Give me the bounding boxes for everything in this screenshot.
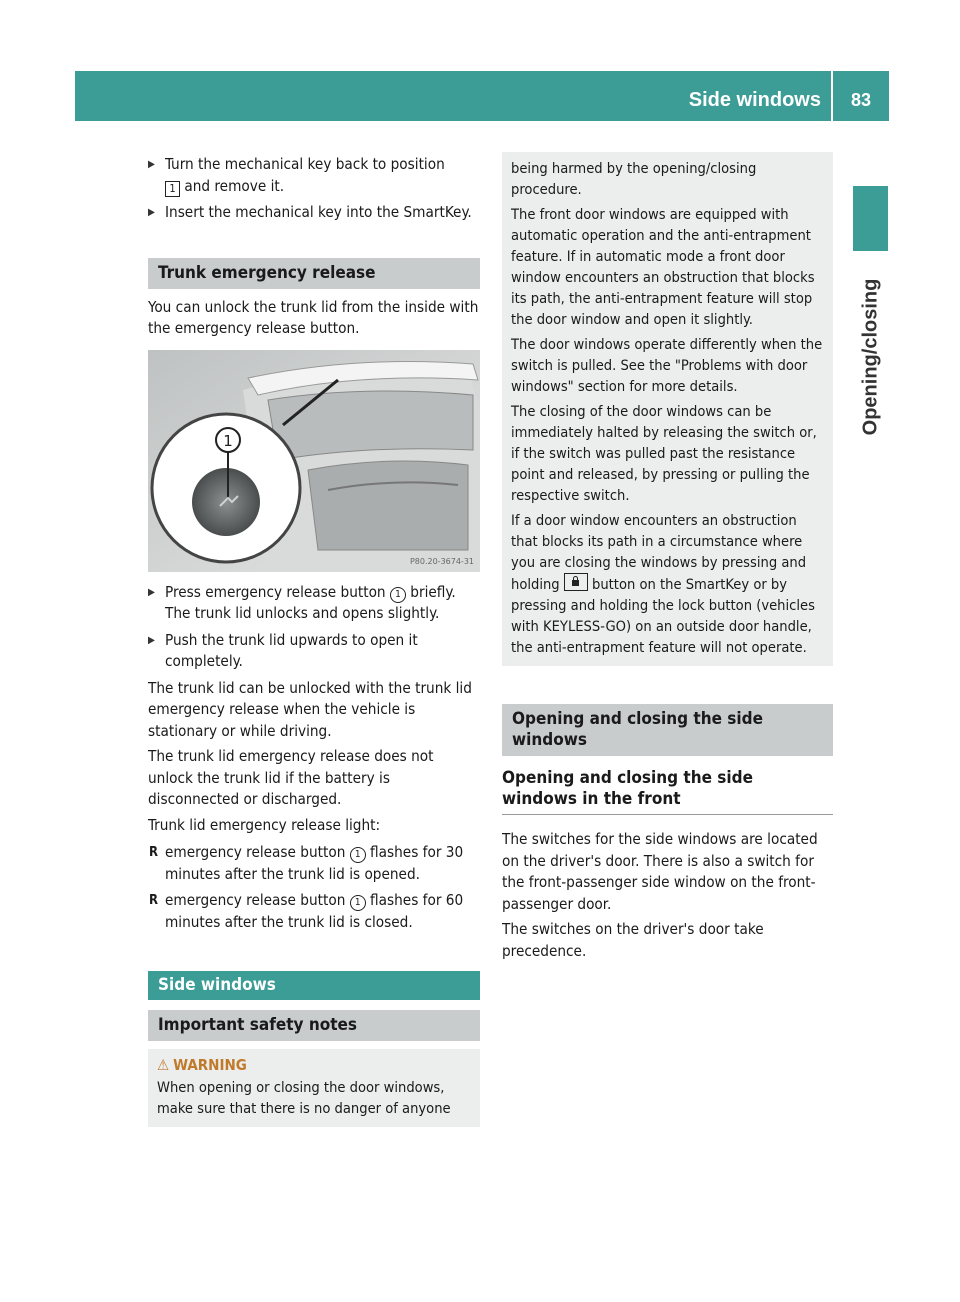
step-text: and remove it. — [184, 176, 285, 195]
warning-paragraph: The door windows operate differently when the switch is pulled. See the "Problems with door windows" section for more details. — [511, 336, 823, 395]
bullet-text: emergency release button — [165, 891, 346, 909]
trunk-illustration — [148, 350, 480, 572]
warning-box-continued — [502, 152, 833, 666]
bullet-text: emergency release button — [165, 843, 346, 861]
bullet-text: flashes for 30 minutes after the trunk lid is opened. — [165, 843, 464, 883]
warning-icon: ⚠ — [157, 1056, 170, 1074]
chapter-label-text: Opening/closing — [859, 278, 882, 436]
warning-title — [157, 1055, 471, 1076]
safety-heading: Important safety notes — [148, 1010, 480, 1041]
bullet-text: flashes for 60 minutes after the trunk lid is closed. — [165, 891, 464, 931]
page-header — [75, 71, 889, 121]
step-text: Turn the mechanical key back to position — [165, 155, 445, 173]
button-marker: 1 — [350, 847, 366, 863]
step-text: briefly. — [410, 582, 456, 601]
paragraph: The switches on the driver's door take precedence. — [502, 920, 764, 960]
lock-icon — [564, 573, 588, 591]
step-turn-key — [148, 154, 480, 197]
bullet-marker: R — [149, 893, 159, 908]
step-push-lid: ▶ Push the trunk lid upwards to open it completely. — [148, 630, 480, 673]
warning-paragraph: The front door windows are equipped with automatic operation and the anti-entrapment feature. If in automatic mode a front door window encounters an obstruction that blocks its path, the anti-entrapment feature will stop the door window and open it slightly. — [511, 206, 815, 328]
trunk-heading: Trunk emergency release — [148, 258, 480, 289]
warning-text: If a door window encounters an obstruction that blocks its path in a circumstance where you are closing the windows by pressing and holding — [511, 512, 807, 593]
bullet-item — [148, 842, 480, 885]
trunk-intro: You can unlock the trunk lid from the inside with the emergency release button. — [148, 297, 479, 337]
paragraph: The trunk lid can be unlocked with the trunk lid emergency release when the vehicle is stationary or while driving. — [148, 678, 472, 740]
button-marker: 1 — [390, 587, 406, 603]
header-separator — [831, 71, 833, 121]
chapter-label — [853, 262, 889, 452]
paragraph: Trunk lid emergency release light: — [148, 815, 381, 834]
opening-closing-heading: Opening and closing the side windows — [502, 704, 833, 756]
warning-paragraph: being harmed by the opening/closing procedure. — [511, 160, 757, 198]
front-windows-subheading: Opening and closing the side windows in the front — [502, 768, 833, 815]
paragraph: The switches for the side windows are located on the driver's door. There is also a switch for the front-passenger side window on the front-passenger door. — [502, 830, 818, 913]
figure-code: P80.20-3674-31 — [409, 556, 474, 566]
step-text: Press emergency release button — [165, 582, 386, 601]
paragraph: The trunk lid emergency release does not unlock the trunk lid if the battery is disconnected or discharged. — [148, 747, 434, 808]
trunk-release-figure — [148, 350, 480, 572]
step-result: The trunk lid unlocks and opens slightly. — [165, 604, 440, 622]
bullet-item — [148, 890, 480, 933]
warning-box — [148, 1049, 480, 1127]
bullet-marker: R — [149, 845, 159, 860]
warning-text: When opening or closing the door windows, make sure that there is no danger of anyone — [157, 1079, 451, 1117]
side-windows-heading: Side windows — [148, 971, 480, 1000]
warning-title-text: WARNING — [173, 1056, 247, 1074]
page-number: 83 — [850, 90, 871, 110]
warning-paragraph: The closing of the door windows can be immediately halted by releasing the switch or, if the switch was pulled past the resistance point and released, by pressing or pulling the respective switch. — [511, 403, 817, 504]
left-column — [148, 154, 480, 1127]
step-press-button — [148, 582, 480, 625]
step-insert-key: ▶ Insert the mechanical key into the SmartKey. — [148, 202, 480, 224]
figure-callout: 1 — [223, 431, 233, 450]
warning-text: button on the SmartKey or by pressing and holding the lock button (vehicles with KEYLESS-GO) on an outside door handle, the anti-entrapment feature will not operate. — [511, 576, 815, 656]
warning-paragraph — [511, 510, 824, 658]
chapter-tab — [853, 186, 888, 251]
right-column — [502, 152, 833, 966]
button-marker: 1 — [350, 895, 366, 911]
position-marker: 1 — [165, 181, 180, 197]
header-title: Side windows — [688, 89, 821, 111]
